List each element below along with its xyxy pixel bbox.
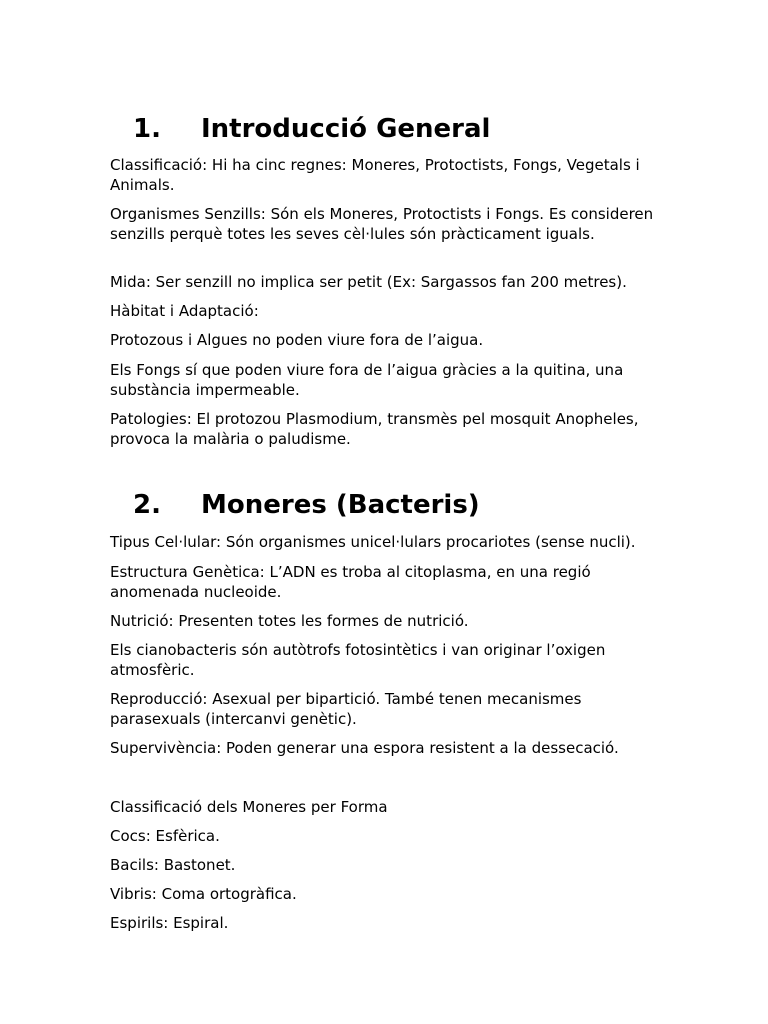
list-item: Vibris: Coma ortogràfica.: [110, 885, 297, 903]
section-2-title: Moneres (Bacteris): [201, 490, 480, 520]
classification-title: Classificació dels Moneres per Forma: [110, 798, 388, 816]
paragraph: Els cianobacteris són autòtrofs fotosintètics i van originar l’oxigen atmosfèric.: [110, 641, 606, 679]
section-2-number: 2.: [133, 490, 161, 520]
section-1-heading: [133, 114, 490, 144]
paragraph: Classificació: Hi ha cinc regnes: Moneres, Protoctists, Fongs, Vegetals i Animals.: [110, 156, 640, 194]
paragraph: Supervivència: Poden generar una espora resistent a la dessecació.: [110, 739, 619, 757]
paragraph: Hàbitat i Adaptació:: [110, 302, 259, 320]
section-2-heading: [133, 490, 480, 520]
paragraph: Organismes Senzills: Són els Moneres, Protoctists i Fongs. Es consideren senzills perquè totes les seves cèl·lules són pràcticament iguals.: [110, 205, 654, 243]
list-item: Espirils: Espiral.: [110, 914, 229, 932]
paragraph: Patologies: El protozou Plasmodium, transmès pel mosquit Anopheles, provoca la malària o paludisme.: [110, 410, 639, 448]
list-item: Cocs: Esfèrica.: [110, 827, 220, 845]
paragraph: Reproducció: Asexual per bipartició. També tenen mecanismes parasexuals (intercanvi genètic).: [110, 690, 582, 728]
paragraph: Mida: Ser senzill no implica ser petit (Ex: Sargassos fan 200 metres).: [110, 273, 627, 291]
section-1-number: 1.: [133, 114, 161, 144]
paragraph: Els Fongs sí que poden viure fora de l’aigua gràcies a la quitina, una substància impermeable.: [110, 361, 624, 399]
list-item: Bacils: Bastonet.: [110, 856, 236, 874]
paragraph: Nutrició: Presenten totes les formes de nutrició.: [110, 612, 469, 630]
section-1-title: Introducció General: [201, 114, 491, 144]
paragraph: Estructura Genètica: L’ADN es troba al citoplasma, en una regió anomenada nucleoide.: [110, 563, 591, 601]
paragraph: Tipus Cel·lular: Són organismes unicel·lulars procariotes (sense nucli).: [110, 533, 636, 551]
paragraph: Protozous i Algues no poden viure fora de l’aigua.: [110, 331, 484, 349]
